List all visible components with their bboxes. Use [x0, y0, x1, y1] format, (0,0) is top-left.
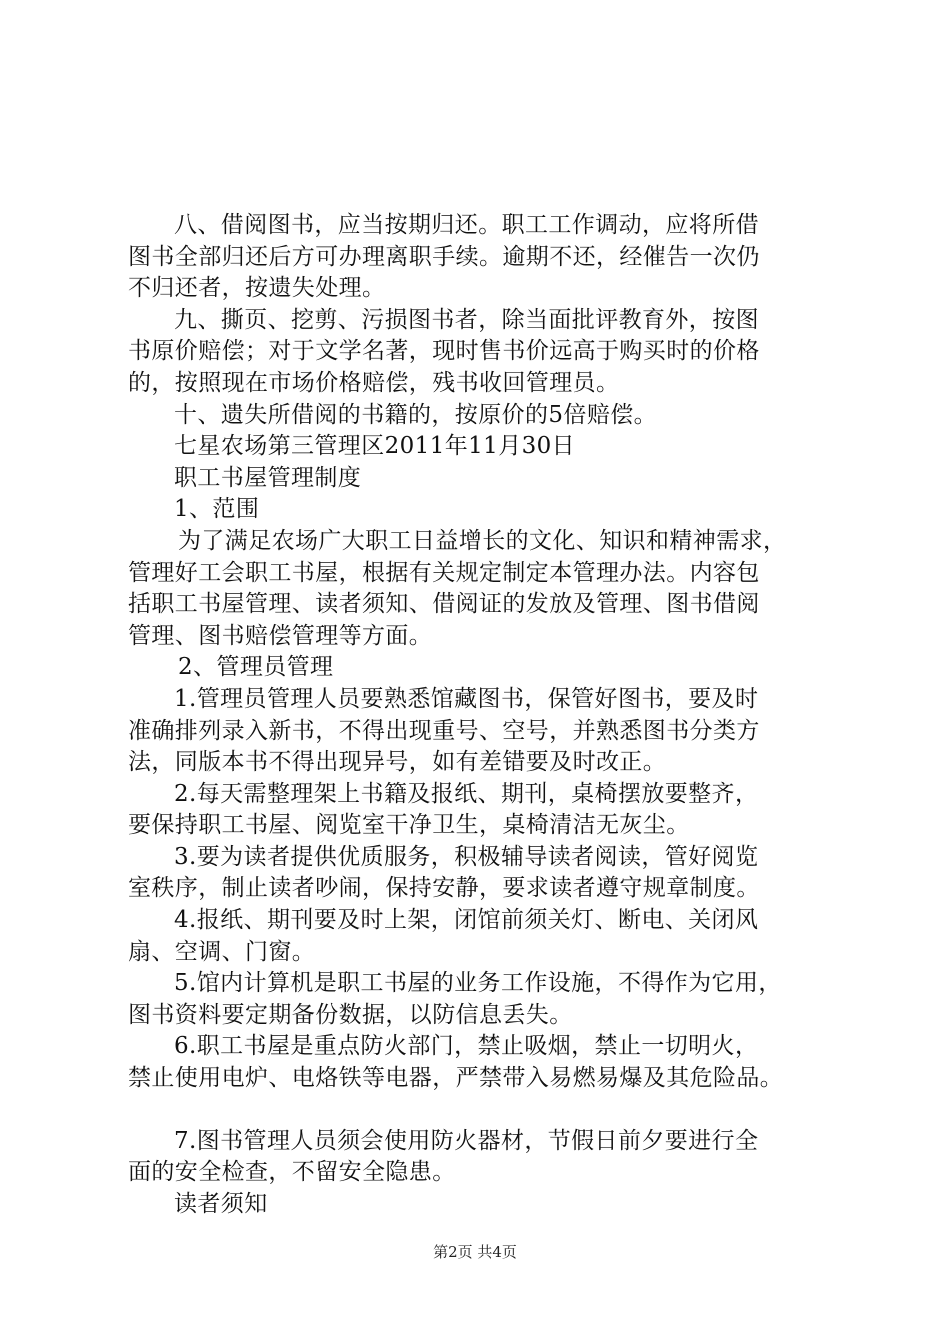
- text-line: 扇、空调、门窗。: [128, 938, 316, 965]
- text-line: 4.报纸、期刊要及时上架，闭馆前须关灯、断电、关闭风: [174, 907, 759, 934]
- text-line: 准确排列录入新书，不得出现重号、空号，并熟悉图书分类方: [128, 717, 760, 744]
- text-line: 5.馆内计算机是职工书屋的业务工作设施，不得作为它用，: [174, 970, 782, 997]
- text-line: 图书资料要定期备份数据，以防信息丢失。: [128, 1001, 573, 1028]
- text-line: 管理好工会职工书屋，根据有关规定制定本管理办法。内容包: [128, 559, 760, 586]
- paragraph-gap: [128, 1095, 860, 1126]
- text-line: 禁止使用电炉、电烙铁等电器，严禁带入易燃易爆及其危险品。: [128, 1065, 784, 1092]
- signature-line: 七星农场第三管理区2011年11月30日: [174, 433, 576, 460]
- text-line: 室秩序，制止读者吵闹，保持安静，要求读者遵守规章制度。: [128, 875, 760, 902]
- text-line: 括职工书屋管理、读者须知、借阅证的发放及管理、图书借阅: [128, 591, 760, 618]
- text-line: 1.管理员管理人员要熟悉馆藏图书，保管好图书，要及时: [174, 685, 759, 712]
- text-line: 法，同版本书不得出现异号，如有差错要及时改正。: [128, 749, 667, 776]
- section-heading: 2、管理员管理: [178, 654, 334, 681]
- text-line: 6.职工书屋是重点防火部门，禁止吸烟，禁止一切明火，: [174, 1033, 759, 1060]
- text-line: 图书全部归还后方可办理离职手续。逾期不还，经催告一次仍: [128, 243, 760, 270]
- text-line: 的，按照现在市场价格赔偿，残书收回管理员。: [128, 369, 620, 396]
- text-line: 八、借阅图书，应当按期归还。职工工作调动，应将所借: [174, 212, 759, 238]
- text-line: 2.每天需整理架上书籍及报纸、期刊，桌椅摆放要整齐，: [174, 780, 759, 807]
- section-heading: 1、范围: [174, 496, 260, 523]
- section-title: 职工书屋管理制度: [174, 464, 362, 491]
- text-line: 要保持职工书屋、阅览室干净卫生，桌椅清洁无灰尘。: [128, 812, 690, 839]
- text-line: 为了满足农场广大职工日益增长的文化、知识和精神需求，: [178, 527, 787, 554]
- text-line: 九、撕页、挖剪、污损图书者，除当面批评教育外，按图: [174, 306, 759, 333]
- text-line: 不归还者，按遗失处理。: [128, 275, 386, 302]
- section-title: 读者须知: [174, 1190, 268, 1217]
- document-body: [128, 210, 860, 1220]
- text-line: 十、遗失所借阅的书籍的，按原价的5倍赔偿。: [174, 401, 658, 428]
- text-line: 3.要为读者提供优质服务，积极辅导读者阅读，管好阅览: [174, 843, 759, 870]
- text-line: 面的安全检查，不留安全隐患。: [128, 1159, 456, 1186]
- text-line: 管理、图书赔偿管理等方面。: [128, 622, 433, 649]
- page-footer: 第2页 共4页: [433, 1243, 517, 1261]
- text-line: 书原价赔偿；对于文学名著，现时售书价远高于购买时的价格: [128, 338, 760, 365]
- text-line: 7.图书管理人员须会使用防火器材，节假日前夕要进行全: [174, 1127, 759, 1154]
